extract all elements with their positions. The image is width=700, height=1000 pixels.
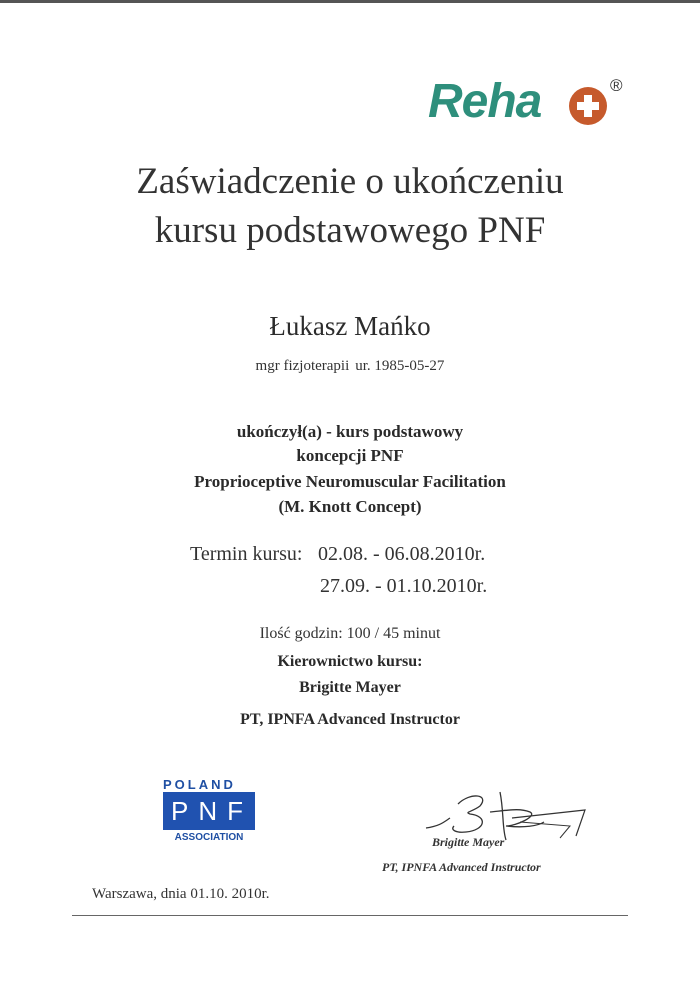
pnf-logo-bottom: ASSOCIATION bbox=[174, 832, 244, 843]
recipient-degree: mgr fizjoterapii bbox=[255, 358, 350, 374]
signature-title: PT, IPNFA Advanced Instructor bbox=[382, 860, 541, 874]
reha-plus-logo bbox=[428, 72, 628, 134]
term-date-2: 27.09. - 01.10.2010r. bbox=[320, 575, 488, 597]
bottom-rule bbox=[72, 915, 628, 916]
recipient-name: Łukasz Mańko bbox=[269, 311, 431, 341]
term-date-1: 02.08. - 06.08.2010r. bbox=[318, 543, 486, 565]
direction-name: Brigitte Mayer bbox=[299, 679, 401, 696]
course-hours bbox=[0, 625, 700, 643]
hours-value: 100 / 45 minut bbox=[346, 625, 441, 642]
certificate-title-line-1: Zaświadczenie o ukończeniu bbox=[136, 161, 564, 202]
place-and-date: Warszawa, dnia 01.10. 2010r. bbox=[92, 886, 270, 902]
registered-mark: ® bbox=[610, 76, 623, 95]
course-line-1: ukończył(a) - kurs podstawowy bbox=[236, 422, 464, 441]
term-label: Termin kursu: bbox=[190, 543, 303, 565]
top-border-line bbox=[0, 0, 700, 3]
pnf-logo-middle: PNF bbox=[163, 792, 255, 830]
course-line-4: (M. Knott Concept) bbox=[278, 497, 422, 516]
course-line-2: koncepcji PNF bbox=[296, 446, 404, 465]
course-line-3: Proprioceptive Neuromuscular Facilitation bbox=[194, 472, 506, 491]
certificate-title-line-2: kursu podstawowego PNF bbox=[154, 210, 546, 251]
poland-pnf-association-logo bbox=[163, 778, 255, 844]
plus-circle-icon bbox=[568, 86, 608, 126]
hours-label: Ilość godzin: bbox=[259, 625, 343, 642]
direction-title: PT, IPNFA Advanced Instructor bbox=[240, 711, 460, 728]
logo-wordmark: Reha bbox=[428, 75, 542, 128]
recipient-details bbox=[0, 358, 700, 375]
direction-label: Kierownictwo kursu: bbox=[277, 653, 423, 670]
recipient-birth: ur. 1985-05-27 bbox=[355, 358, 445, 374]
signature-name: Brigitte Mayer bbox=[432, 835, 505, 849]
pnf-logo-top: POLAND bbox=[163, 777, 236, 792]
